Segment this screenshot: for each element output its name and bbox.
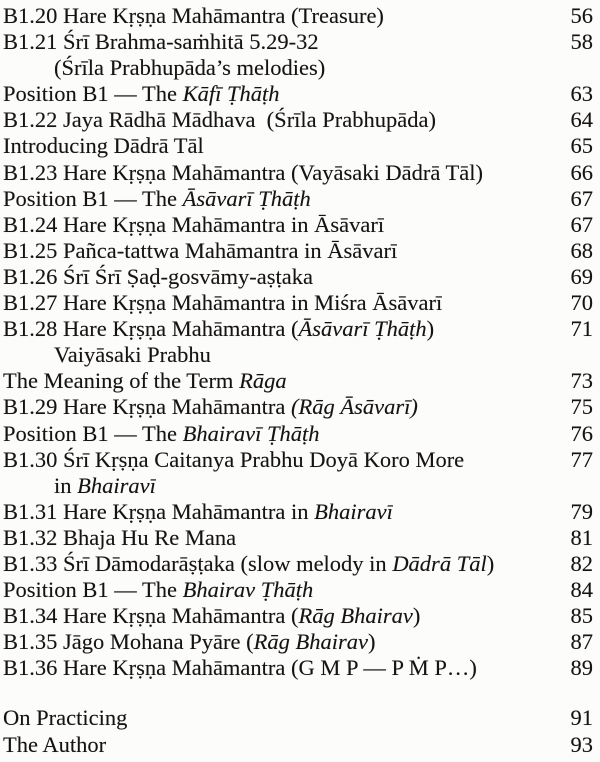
toc-entry-title [3, 525, 236, 551]
toc-page-number: 70 [570, 290, 593, 316]
toc-list [3, 3, 593, 758]
toc-title-italic-segment: Bhairavī [77, 472, 156, 498]
toc-entry [3, 238, 593, 264]
toc-page-number: 75 [570, 394, 593, 420]
toc-entry [3, 421, 593, 447]
toc-entry [3, 81, 593, 107]
toc-entry-title [3, 29, 319, 55]
toc-entry-title [3, 499, 393, 525]
toc-page-number: 71 [570, 316, 593, 342]
toc-entry [3, 160, 593, 186]
toc-page-number: 58 [570, 29, 593, 55]
toc-title-italic-segment: Bhairav Ṭhāṭh [182, 577, 314, 603]
toc-title-italic-segment: (Rāg Āsāvarī) [291, 394, 418, 420]
toc-entry [3, 29, 593, 55]
toc-entry-title [3, 264, 313, 290]
toc-page-number: 77 [570, 446, 593, 472]
toc-entry-title [3, 133, 204, 159]
toc-title-segment: B1.21 Śrī Brahma-saṁhitā 5.29-32 [3, 29, 319, 55]
toc-entry [3, 394, 593, 420]
toc-page-number: 68 [570, 237, 593, 263]
toc-entry-title [3, 316, 434, 342]
toc-title-segment: B1.22 Jaya Rādhā Mādhava (Śrīla Prabhupāda) [3, 107, 437, 133]
toc-page-number: 81 [570, 524, 593, 550]
toc-entry [3, 368, 593, 394]
toc-title-italic-segment: Rāg Bhairav [298, 603, 413, 629]
toc-title-segment: B1.20 Hare Kṛṣṇa Mahāmantra (Treasure) [3, 3, 384, 28]
toc-title-italic-segment: Bhairavī Ṭhāṭh [182, 420, 320, 446]
toc-page-number: 84 [570, 577, 593, 603]
toc-entry-title [3, 447, 464, 473]
toc-entry-title [3, 421, 320, 447]
toc-entry [3, 316, 593, 342]
toc-entry [3, 603, 593, 629]
toc-title-segment: B1.31 Hare Kṛṣṇa Mahāmantra in [3, 498, 315, 524]
toc-title-segment: ) [367, 629, 376, 655]
toc-title-italic-segment: Dādrā Tāl [392, 550, 487, 576]
toc-entry-title [3, 212, 384, 238]
toc-page-number: 69 [570, 263, 593, 289]
toc-entry [3, 212, 593, 238]
toc-entry [3, 705, 593, 731]
section-gap [3, 681, 593, 705]
toc-title-segment: B1.32 Bhaja Hu Re Mana [3, 524, 237, 550]
toc-page-number: 93 [570, 731, 593, 757]
toc-title-italic-segment: Āsāvarī Ṭhāṭh [298, 316, 427, 342]
toc-entry [3, 264, 593, 290]
toc-entry [3, 107, 593, 133]
toc-title-segment: (Śrīla Prabhupāda’s melodies) [54, 55, 326, 81]
toc-title-segment: B1.26 Śrī Śrī Ṣaḍ-gosvāmy-aṣṭaka [3, 263, 313, 289]
toc-page-number: 87 [570, 629, 593, 655]
toc-page-number: 63 [570, 81, 593, 107]
toc-entry-title [3, 290, 442, 316]
toc-entry-title [3, 186, 311, 212]
toc-entry [3, 551, 593, 577]
toc-entry [3, 186, 593, 212]
toc-page-number: 89 [570, 655, 593, 681]
toc-title-segment: B1.23 Hare Kṛṣṇa Mahāmantra (Vayāsaki Dādrā Tāl) [3, 159, 484, 185]
toc-page-number: 66 [570, 159, 593, 185]
toc-title-segment: On Practicing [3, 705, 128, 731]
toc-page-number: 79 [570, 498, 593, 524]
toc-entry [3, 473, 593, 499]
toc-title-segment: in [54, 472, 78, 498]
toc-title-italic-segment: Bhairavī [314, 498, 393, 524]
toc-title-segment: The Author [3, 731, 107, 757]
toc-page-number: 76 [570, 420, 593, 446]
toc-entry [3, 342, 593, 368]
toc-entry-title [3, 160, 483, 186]
toc-page-number: 67 [570, 185, 593, 211]
toc-title-segment: B1.35 Jāgo Mohana Pyāre ( [3, 629, 254, 655]
toc-page-number: 73 [570, 368, 593, 394]
toc-page-number: 91 [570, 705, 593, 731]
toc-entry-title [3, 107, 436, 133]
toc-title-segment: Position B1 — The [3, 577, 183, 603]
toc-page-number: 64 [570, 107, 593, 133]
toc-entry [3, 290, 593, 316]
toc-title-segment: B1.29 Hare Kṛṣṇa Mahāmantra [3, 394, 292, 420]
toc-entry [3, 447, 593, 473]
toc-entry [3, 655, 593, 681]
toc-entry-title [3, 368, 287, 394]
toc-entry-title [3, 238, 397, 264]
toc-title-segment: B1.28 Hare Kṛṣṇa Mahāmantra ( [3, 316, 299, 342]
toc-page-number: 67 [570, 211, 593, 237]
toc-title-segment: ) [486, 550, 495, 576]
toc-page-number: 56 [570, 3, 593, 28]
toc-title-segment: B1.34 Hare Kṛṣṇa Mahāmantra ( [3, 603, 299, 629]
toc-title-segment: ) [426, 316, 435, 342]
toc-title-italic-segment: Rāg Bhairav [253, 629, 368, 655]
toc-entry-title [3, 342, 211, 368]
toc-title-segment: B1.36 Hare Kṛṣṇa Mahāmantra (G M P — P Ṁ P…) [3, 655, 477, 681]
toc-entry-title [3, 3, 384, 29]
toc-title-segment: The Meaning of the Term [3, 368, 240, 394]
toc-entry-title [3, 577, 313, 603]
toc-title-segment: Vaiyāsaki Prabhu [54, 342, 211, 368]
toc-entry [3, 55, 593, 81]
toc-page-number: 85 [570, 603, 593, 629]
toc-title-segment: B1.33 Śrī Dāmodarāṣṭaka (slow melody in [3, 550, 393, 576]
toc-entry-title [3, 705, 127, 731]
toc-entry [3, 133, 593, 159]
toc-entry-title [3, 629, 375, 655]
toc-entry [3, 3, 593, 29]
toc-entry-title [3, 394, 418, 420]
toc-page-number: 65 [570, 133, 593, 159]
toc-title-segment: Position B1 — The [3, 420, 183, 446]
toc-title-segment: Introducing Dādrā Tāl [3, 133, 204, 159]
toc-entry-title [3, 55, 325, 81]
toc-page-number: 82 [570, 550, 593, 576]
toc-entry-title [3, 732, 106, 758]
toc-entry [3, 577, 593, 603]
toc-title-segment: B1.30 Śrī Kṛṣṇa Caitanya Prabhu Doyā Koro More [3, 446, 465, 472]
toc-entry-title [3, 473, 156, 499]
toc-entry-title [3, 655, 477, 681]
toc-title-segment: B1.24 Hare Kṛṣṇa Mahāmantra in Āsāvarī [3, 211, 385, 237]
toc-entry [3, 732, 593, 758]
toc-title-italic-segment: Āsāvarī Ṭhāṭh [182, 185, 311, 211]
toc-entry-title [3, 603, 420, 629]
toc-title-segment: B1.25 Pañca-tattwa Mahāmantra in Āsāvarī [3, 237, 398, 263]
toc-entry-title [3, 551, 494, 577]
toc-title-segment: B1.27 Hare Kṛṣṇa Mahāmantra in Miśra Āsāvarī [3, 290, 443, 316]
toc-entry [3, 499, 593, 525]
toc-title-italic-segment: Rāga [239, 368, 287, 394]
toc-entry [3, 629, 593, 655]
toc-title-segment: ) [412, 603, 421, 629]
toc-entry [3, 525, 593, 551]
toc-entry-title [3, 81, 280, 107]
toc-title-segment: Position B1 — The [3, 81, 183, 107]
toc-title-segment: Position B1 — The [3, 185, 183, 211]
toc-title-italic-segment: Kāfī Ṭhāṭh [182, 81, 280, 107]
